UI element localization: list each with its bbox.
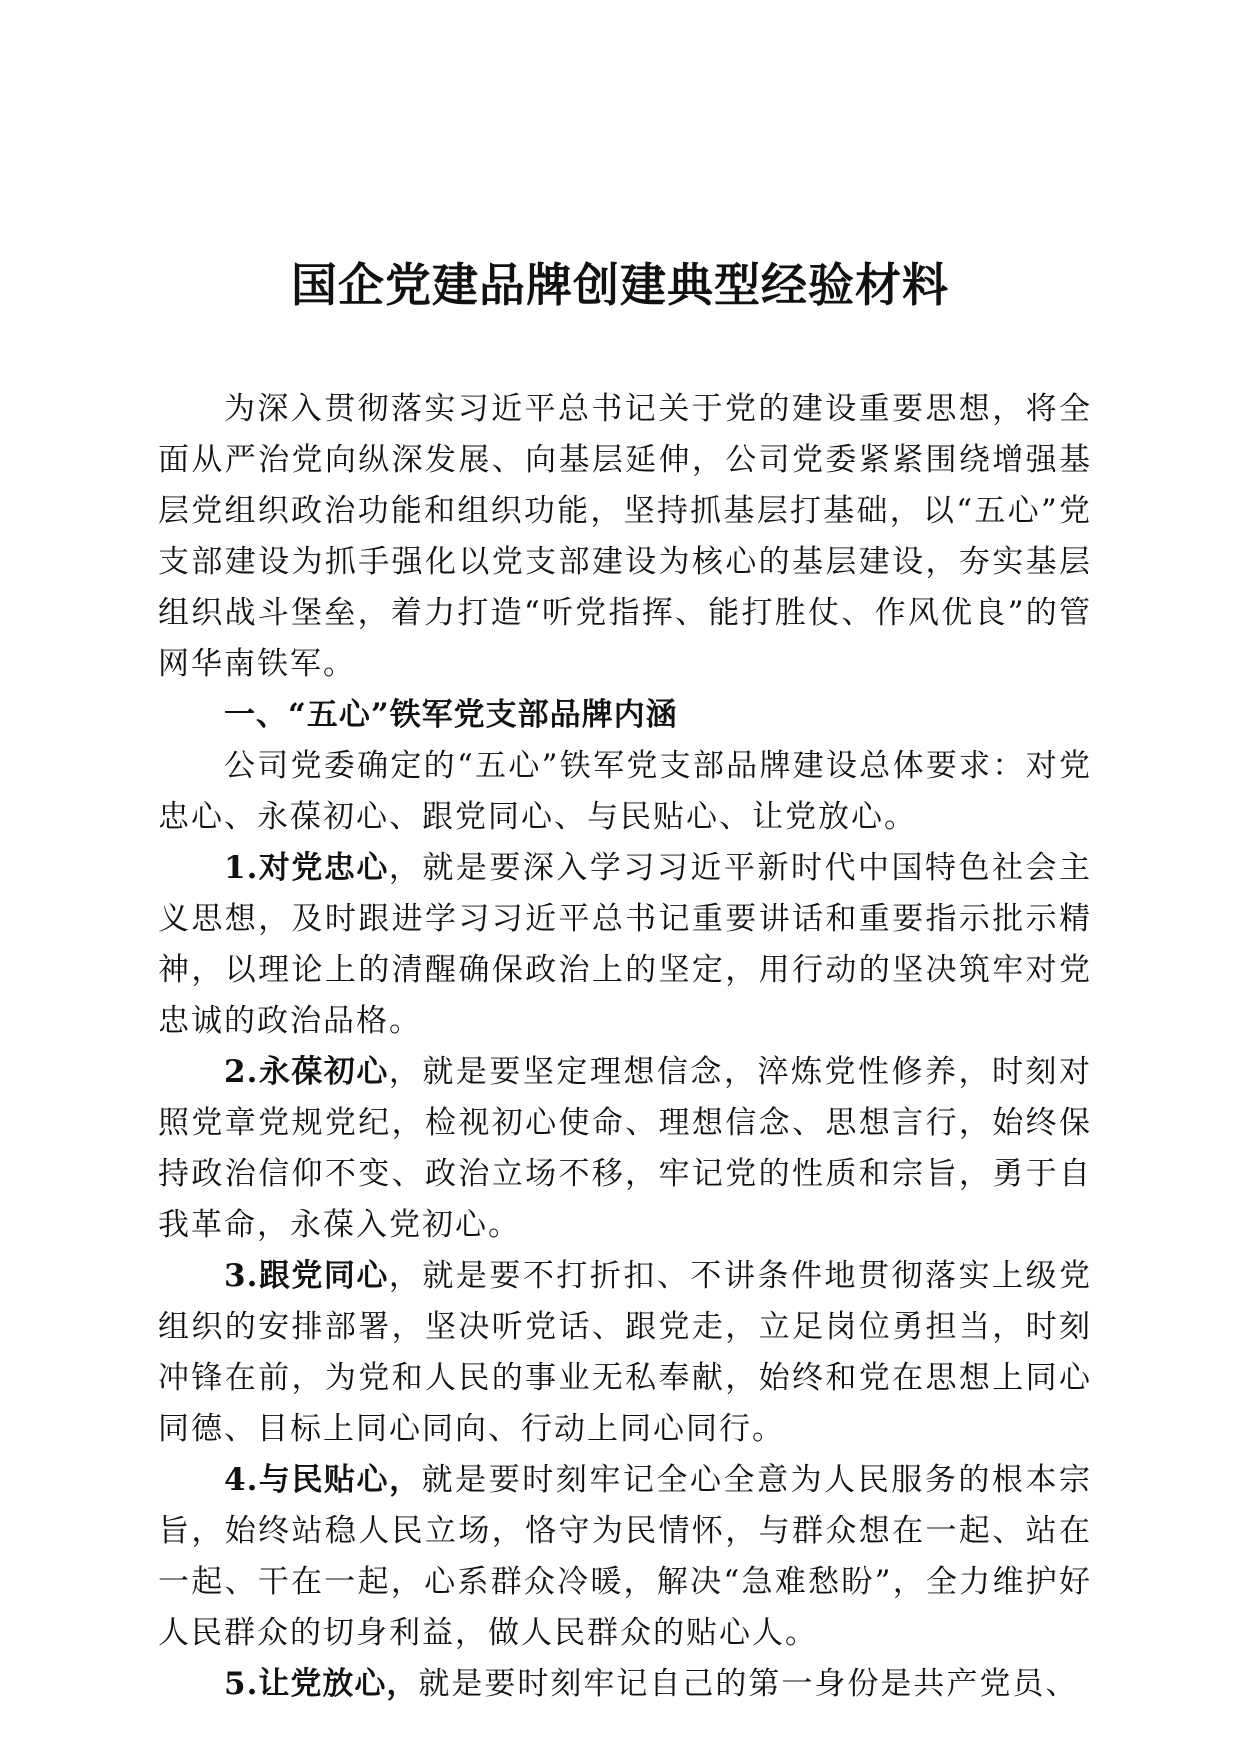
item-paragraph-5 xyxy=(158,1659,1092,1710)
item-text-3: ，就是要不打折扣、不讲条件地贯彻落实上级党组织的安排部署，坚决听党话、跟党走，立足岗位勇担当，时刻冲锋在前，为党和人民的事业无私奉献，始终和党在思想上同心同德、目标上同心同向、行动上同心同行。 xyxy=(158,1258,1092,1447)
item-lead-2: 2.永葆初心 xyxy=(224,1054,389,1090)
document-body xyxy=(158,384,1092,1710)
item-text-4: 就是要时刻牢记全心全意为人民服务的根本宗旨，始终站稳人民立场，恪守为民情怀，与群众想在一起、站在一起、干在一起，心系群众冷暖，解决“急难愁盼”，全力维护好人民群众的切身利益，做人民群众的贴心人。 xyxy=(158,1462,1092,1651)
section-heading: 一、“五心”铁军党支部品牌内涵 xyxy=(224,697,678,733)
item-lead-1: 1.对党忠心 xyxy=(224,850,389,886)
item-paragraph-2 xyxy=(158,1047,1092,1251)
section-intro-paragraph: 公司党委确定的“五心”铁军党支部品牌建设总体要求：对党忠心、永葆初心、跟党同心、与民贴心、让党放心。 xyxy=(158,748,1092,835)
item-paragraph-1 xyxy=(158,843,1092,1047)
document-title: 国企党建品牌创建典型经验材料 xyxy=(291,258,949,312)
item-text-2: ，就是要坚定理想信念，淬炼党性修养，时刻对照党章党规党纪，检视初心使命、理想信念、思想言行，始终保持政治信仰不变、政治立场不移，牢记党的性质和宗旨，勇于自我革命，永葆入党初心。 xyxy=(158,1054,1092,1243)
intro-paragraph: 为深入贯彻落实习近平总书记关于党的建设重要思想，将全面从严治党向纵深发展、向基层延伸，公司党委紧紧围绕增强基层党组织政治功能和组织功能，坚持抓基层打基础，以“五心”党支部建设为抓手强化以党支部建设为核心的基层建设，夯实基层组织战斗堡垒，着力打造“听党指挥、能打胜仗、作风优良”的管网华南铁军。 xyxy=(158,391,1092,682)
item-text-5: 就是要时刻牢记自己的第一身份是共产党员、 xyxy=(418,1666,1079,1702)
item-text-1: ，就是要深入学习习近平新时代中国特色社会主义思想，及时跟进学习习近平总书记重要讲话和重要指示批示精神，以理论上的清醒确保政治上的坚定，用行动的坚决筑牢对党忠诚的政治品格。 xyxy=(158,850,1092,1039)
item-lead-5: 5.让党放心， xyxy=(224,1666,419,1702)
item-lead-4: 4.与民贴心， xyxy=(224,1462,422,1498)
item-lead-3: 3.跟党同心 xyxy=(224,1258,389,1294)
item-paragraph-3 xyxy=(158,1251,1092,1455)
item-paragraph-4 xyxy=(158,1455,1092,1659)
